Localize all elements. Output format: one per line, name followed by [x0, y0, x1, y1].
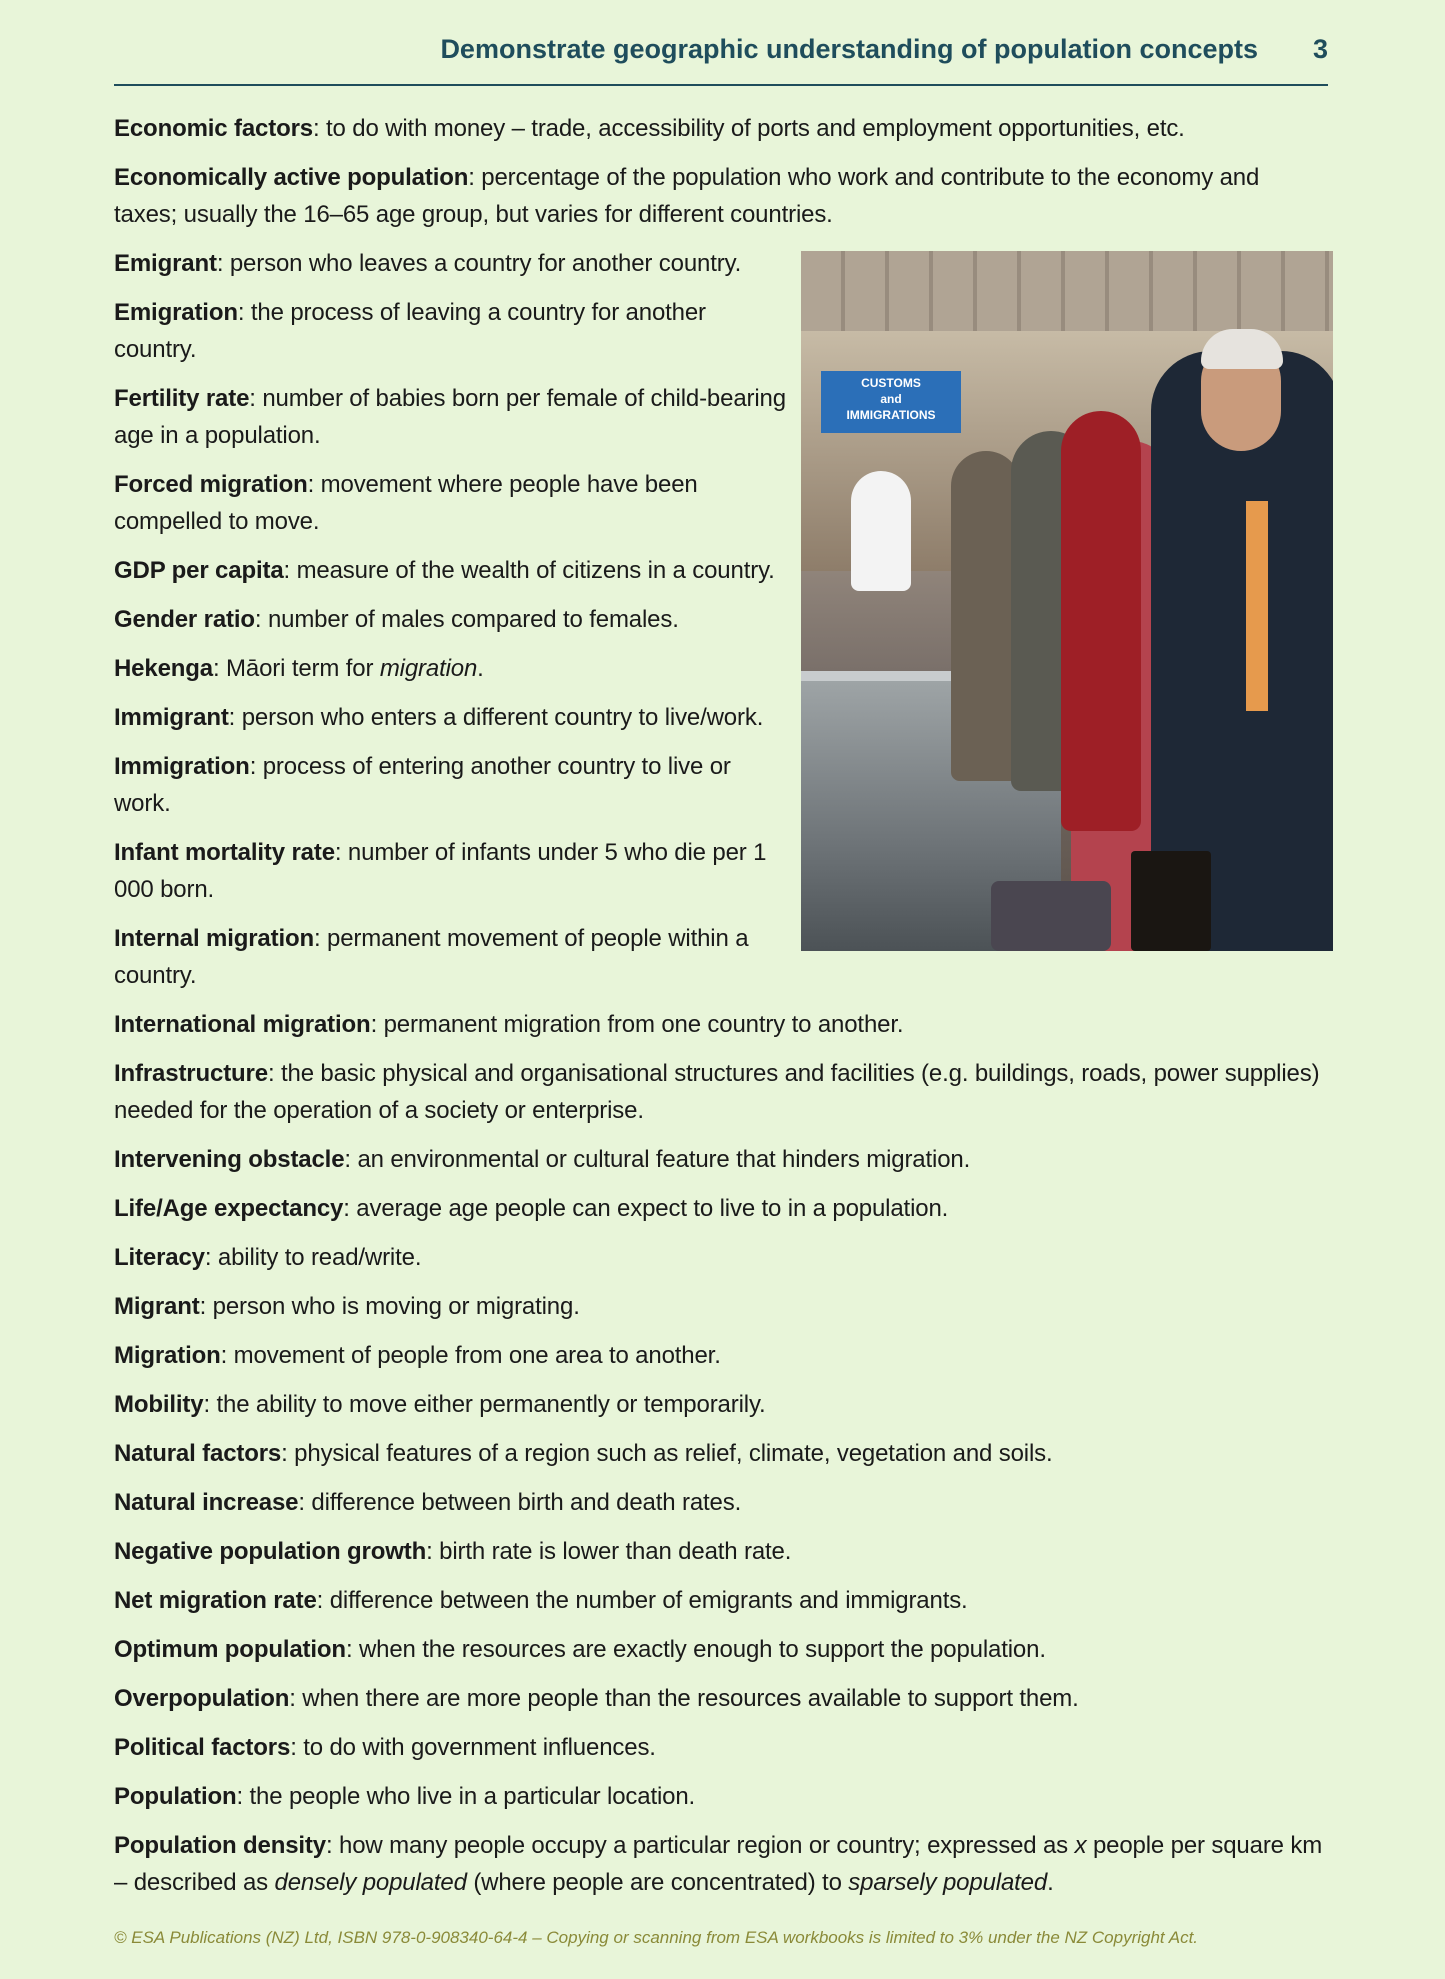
glossary-definition: : percentage of the population who work and contribute to the economy and taxes; usually the 16–65 age group, but varies for different countries.	[114, 164, 1260, 228]
glossary-term: Intervening obstacle	[114, 1146, 345, 1173]
glossary-definition: .	[1047, 1869, 1054, 1896]
glossary-entry	[114, 1827, 1328, 1901]
glossary-term: GDP per capita	[114, 557, 284, 584]
glossary-definition: : physical features of a region such as relief, climate, vegetation and soils.	[281, 1440, 1053, 1467]
glossary-entry	[114, 1006, 1328, 1043]
glossary-entry	[114, 1533, 1328, 1570]
customs-photo	[801, 251, 1333, 951]
glossary-term: Natural factors	[114, 1440, 282, 1467]
glossary-entry	[114, 1680, 1328, 1717]
glossary-entry	[114, 110, 1328, 147]
photo-ceiling	[801, 251, 1333, 331]
glossary-term: Emigration	[114, 299, 238, 326]
glossary-definition: : permanent migration from one country to another.	[370, 1011, 904, 1038]
glossary-term: Net migration rate	[114, 1587, 317, 1614]
glossary-term: Hekenga	[114, 655, 213, 682]
glossary-entry	[114, 1778, 1328, 1815]
glossary-term: Political factors	[114, 1734, 291, 1761]
glossary-definition: : number of infants under 5 who die per 1 000 born.	[114, 839, 767, 903]
glossary-term: Emigrant	[114, 250, 217, 277]
glossary-term: Economically active population	[114, 164, 469, 191]
page-number: 3	[1312, 34, 1328, 64]
glossary-definition: : when there are more people than the resources available to support them.	[289, 1685, 1079, 1712]
glossary-definition: : Māori term for	[213, 655, 380, 682]
glossary-entry	[114, 1190, 1328, 1227]
customs-officer	[851, 471, 911, 591]
glossary-definition: : average age people can expect to live to in a population.	[343, 1195, 949, 1222]
glossary-term: Immigrant	[114, 704, 229, 731]
glossary-entry	[114, 1386, 1328, 1423]
glossary-definition: : the basic physical and organisational structures and facilities (e.g. buildings, roads, power supplies) needed for the operation of a society or enterprise.	[114, 1060, 1320, 1124]
glossary-term: International migration	[114, 1011, 371, 1038]
glossary-entry	[114, 1141, 1328, 1178]
glossary	[114, 110, 1328, 1913]
glossary-definition: : how many people occupy a particular region or country; expressed as	[325, 1832, 1075, 1859]
glossary-term: Immigration	[114, 753, 250, 780]
glossary-term: Literacy	[114, 1244, 205, 1271]
glossary-term: Infant mortality rate	[114, 839, 335, 866]
copyright-footer: © ESA Publications (NZ) Ltd, ISBN 978-0-908340-64-4 – Copying or scanning from ESA workbooks is limited to 3% under the NZ Copyright Act.	[114, 1928, 1199, 1947]
glossary-term: Infrastructure	[114, 1060, 268, 1087]
glossary-definition: : number of babies born per female of child-bearing age in a population.	[114, 385, 786, 449]
glossary-term: Economic factors	[114, 115, 313, 142]
glossary-term: Mobility	[114, 1391, 204, 1418]
glossary-entry	[114, 1484, 1328, 1521]
glossary-definition: : process of entering another country to live or work.	[114, 753, 731, 817]
glossary-entry	[114, 1582, 1328, 1619]
glossary-term: Natural increase	[114, 1489, 299, 1516]
sign-line: CUSTOMS	[861, 376, 921, 390]
glossary-definition: : the people who live in a particular location.	[236, 1783, 696, 1810]
glossary-definition: : an environmental or cultural feature that hinders migration.	[344, 1146, 971, 1173]
glossary-definition: : permanent movement of people within a country.	[114, 925, 749, 989]
glossary-term: Life/Age expectancy	[114, 1195, 344, 1222]
glossary-term: Overpopulation	[114, 1685, 290, 1712]
glossary-definition: : measure of the wealth of citizens in a country.	[283, 557, 775, 584]
glossary-definition: : person who enters a different country to live/work.	[228, 704, 764, 731]
sign-line: and	[880, 392, 902, 406]
glossary-definition: : ability to read/write.	[204, 1244, 422, 1271]
glossary-definition: : birth rate is lower than death rate.	[426, 1538, 792, 1565]
glossary-definition-italic: x	[1074, 1832, 1087, 1859]
glossary-term: Population	[114, 1783, 237, 1810]
glossary-definition: : person who leaves a country for another country.	[216, 250, 742, 277]
glossary-entry	[114, 1435, 1328, 1472]
glossary-definition: : to do with government influences.	[290, 1734, 656, 1761]
customs-sign	[821, 371, 961, 433]
glossary-definition-italic: densely populated	[274, 1869, 467, 1896]
page-header	[114, 34, 1328, 86]
glossary-term: Internal migration	[114, 925, 314, 952]
glossary-definition: .	[477, 655, 484, 682]
glossary-entry	[114, 1288, 1328, 1325]
glossary-entry	[114, 159, 1328, 233]
glossary-term: Fertility rate	[114, 385, 250, 412]
tie	[1246, 501, 1268, 711]
scarf	[1061, 411, 1141, 831]
glossary-entry	[114, 1729, 1328, 1766]
glossary-definition: (where people are concentrated) to	[466, 1869, 849, 1896]
glossary-definition: : difference between the number of emigrants and immigrants.	[316, 1587, 968, 1614]
glossary-definition: : person who is moving or migrating.	[199, 1293, 580, 1320]
sign-line: IMMIGRATIONS	[846, 408, 936, 422]
glossary-definition: : the process of leaving a country for another country.	[114, 299, 706, 363]
glossary-term: Gender ratio	[114, 606, 255, 633]
glossary-entry	[114, 1631, 1328, 1668]
glossary-definition: : difference between birth and death rates.	[298, 1489, 742, 1516]
glossary-entry	[114, 1239, 1328, 1276]
glossary-entry	[114, 1337, 1328, 1374]
briefcase	[1131, 851, 1211, 951]
page-title: Demonstrate geographic understanding of population concepts	[440, 34, 1258, 64]
glossary-term: Population density	[114, 1832, 326, 1859]
glossary-definition: : to do with money – trade, accessibility of ports and employment opportunities, etc.	[313, 115, 1185, 142]
glossary-definition: : the ability to move either permanently or temporarily.	[203, 1391, 766, 1418]
glossary-term: Forced migration	[114, 471, 308, 498]
glossary-definition-italic: sparsely populated	[848, 1869, 1048, 1896]
luggage	[991, 881, 1111, 951]
glossary-term: Optimum population	[114, 1636, 346, 1663]
glossary-definition: : number of males compared to females.	[254, 606, 679, 633]
glossary-definition: people per square km – described as	[114, 1832, 1323, 1896]
glossary-term: Negative population growth	[114, 1538, 427, 1565]
hair	[1201, 329, 1283, 369]
glossary-entry	[114, 1055, 1328, 1129]
glossary-definition: : when the resources are exactly enough to support the population.	[345, 1636, 1046, 1663]
glossary-term: Migration	[114, 1342, 221, 1369]
glossary-definition-italic: migration	[379, 655, 478, 682]
glossary-definition: : movement of people from one area to another.	[220, 1342, 721, 1369]
glossary-definition: : movement where people have been compelled to move.	[114, 471, 698, 535]
glossary-term: Migrant	[114, 1293, 200, 1320]
